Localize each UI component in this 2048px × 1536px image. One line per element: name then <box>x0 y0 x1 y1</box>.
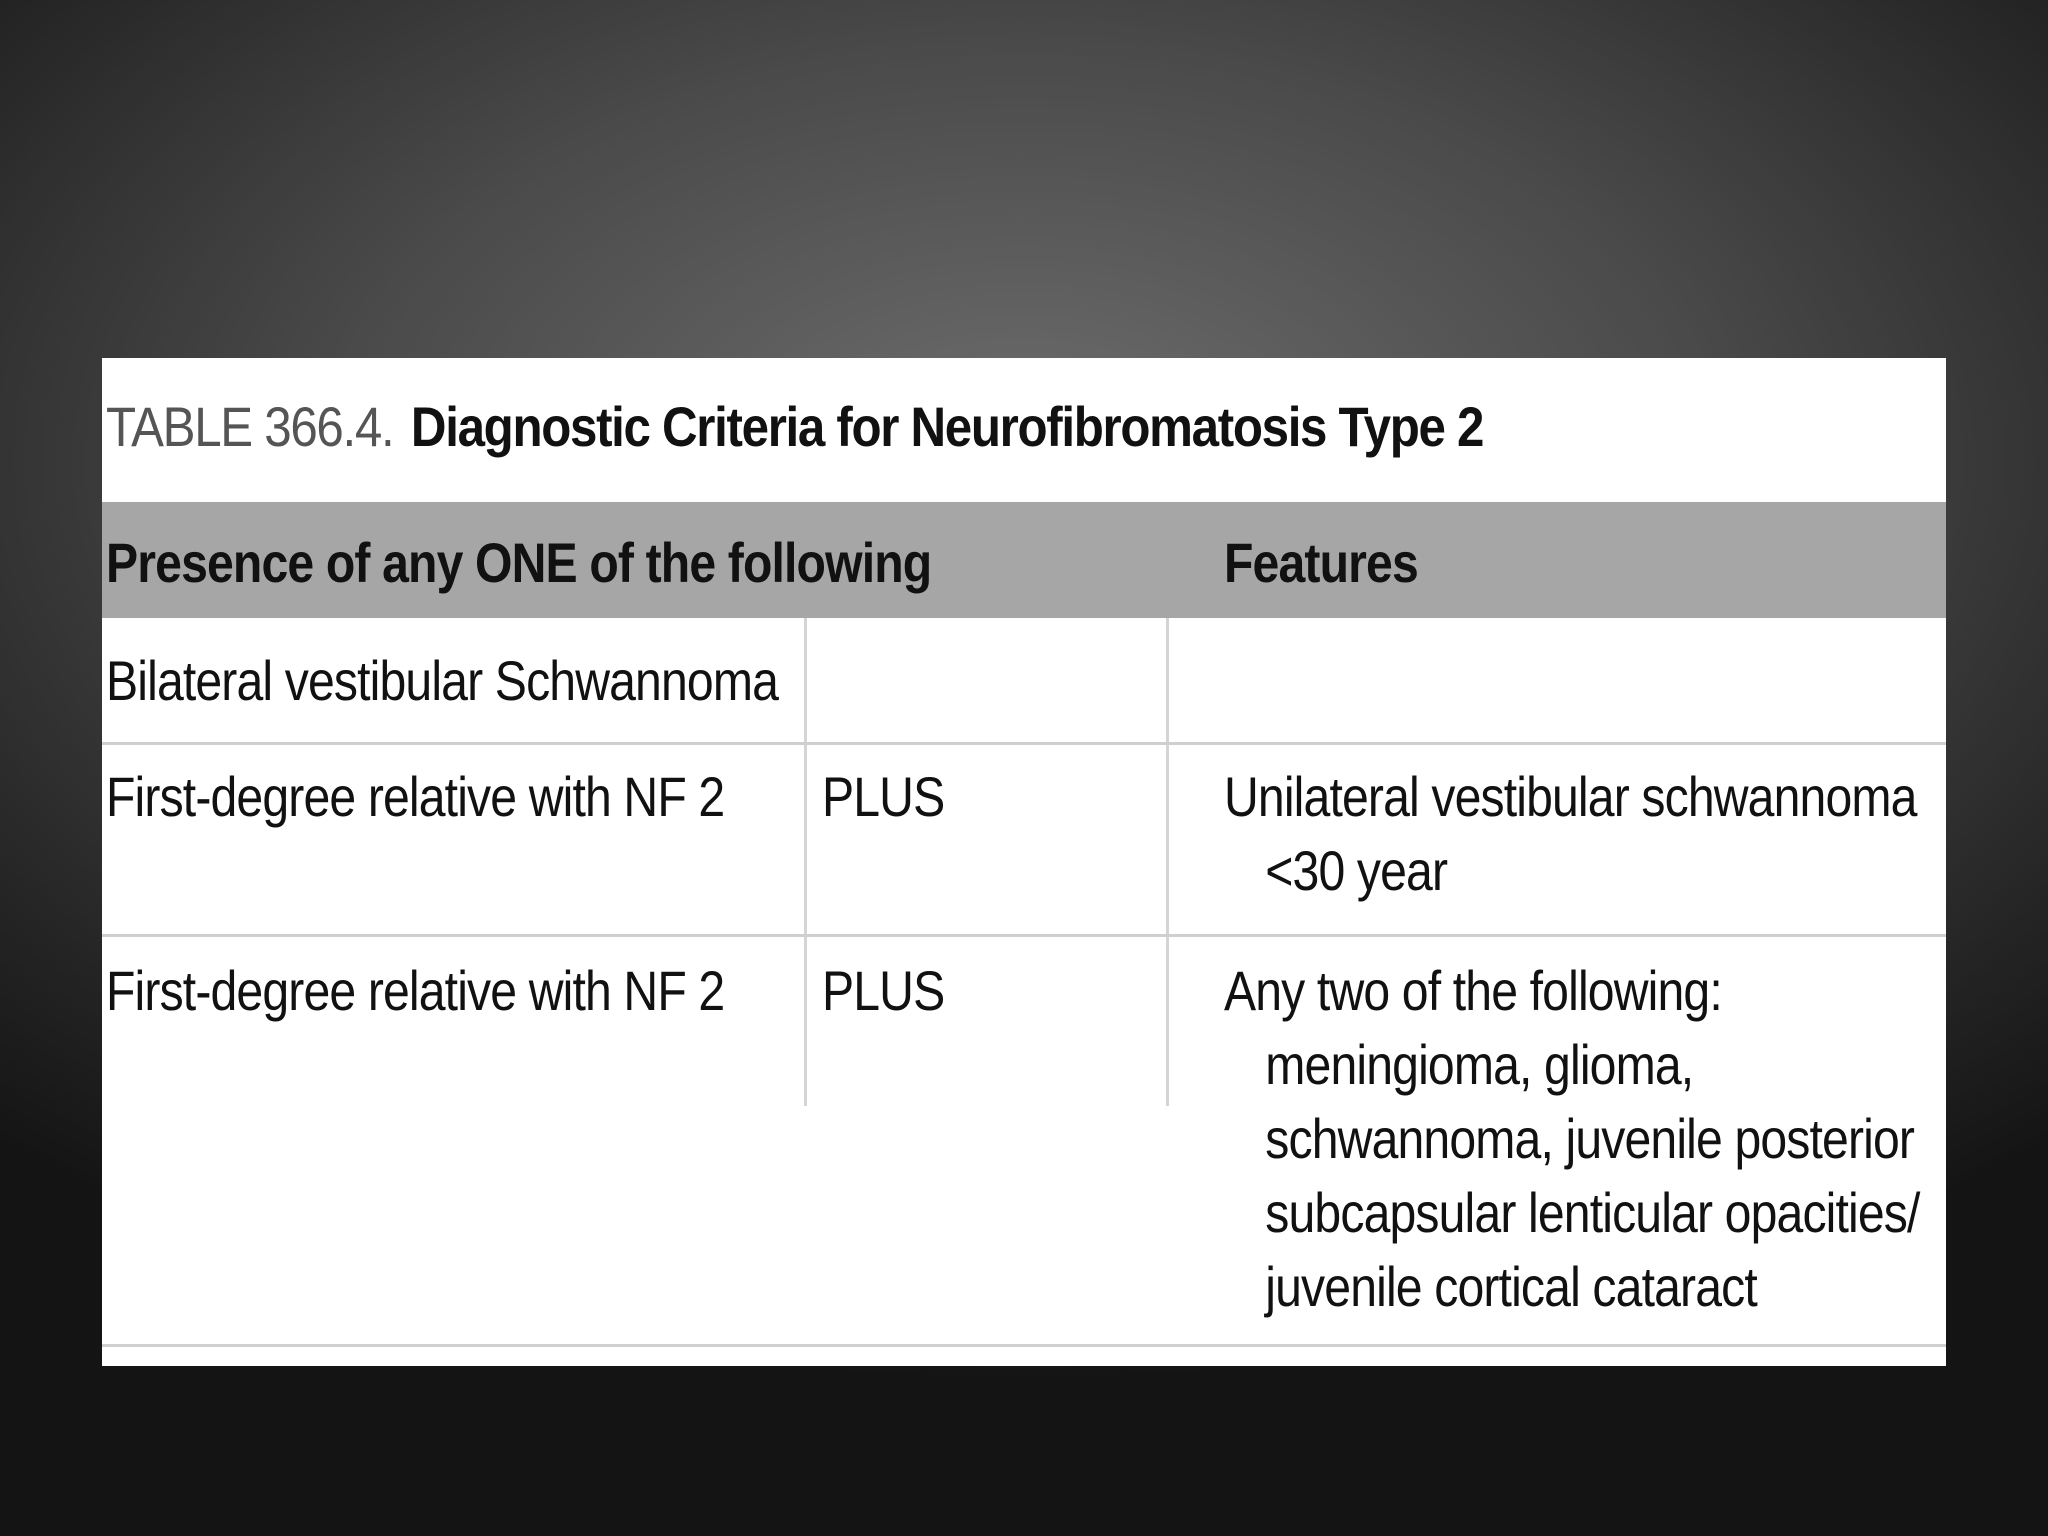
row-divider <box>102 934 1946 937</box>
feature-line: Any two of the following: <box>1224 959 1722 1022</box>
feature-line: schwannoma, juvenile posterior <box>1265 1107 1915 1170</box>
header-features: Features <box>1224 531 1418 594</box>
feature-line: Unilateral vestibular schwannoma <box>1224 765 1917 828</box>
row-divider <box>102 1344 1946 1347</box>
row-divider <box>102 742 1946 745</box>
table-title: Diagnostic Criteria for Neurofibromatosis Type 2 <box>410 395 1484 458</box>
feature-line: subcapsular lenticular opacities/ <box>1265 1181 1920 1244</box>
table-caption <box>106 394 1483 459</box>
header-presence: Presence of any ONE of the following <box>106 531 932 594</box>
connector-cell: PLUS <box>822 959 945 1022</box>
column-divider <box>804 618 807 1106</box>
table-header-row <box>102 502 1946 618</box>
criterion-cell: First-degree relative with NF 2 <box>106 765 725 828</box>
criterion-cell: First-degree relative with NF 2 <box>106 959 725 1022</box>
feature-line: juvenile cortical cataract <box>1265 1255 1757 1318</box>
column-divider <box>1166 618 1169 1106</box>
connector-cell: PLUS <box>822 765 945 828</box>
table-card <box>102 358 1946 1366</box>
table-number: TABLE 366.4. <box>106 395 394 458</box>
criterion-cell: Bilateral vestibular Schwannoma <box>106 649 779 712</box>
feature-line: meningioma, glioma, <box>1265 1033 1694 1096</box>
feature-line: <30 year <box>1265 839 1448 902</box>
